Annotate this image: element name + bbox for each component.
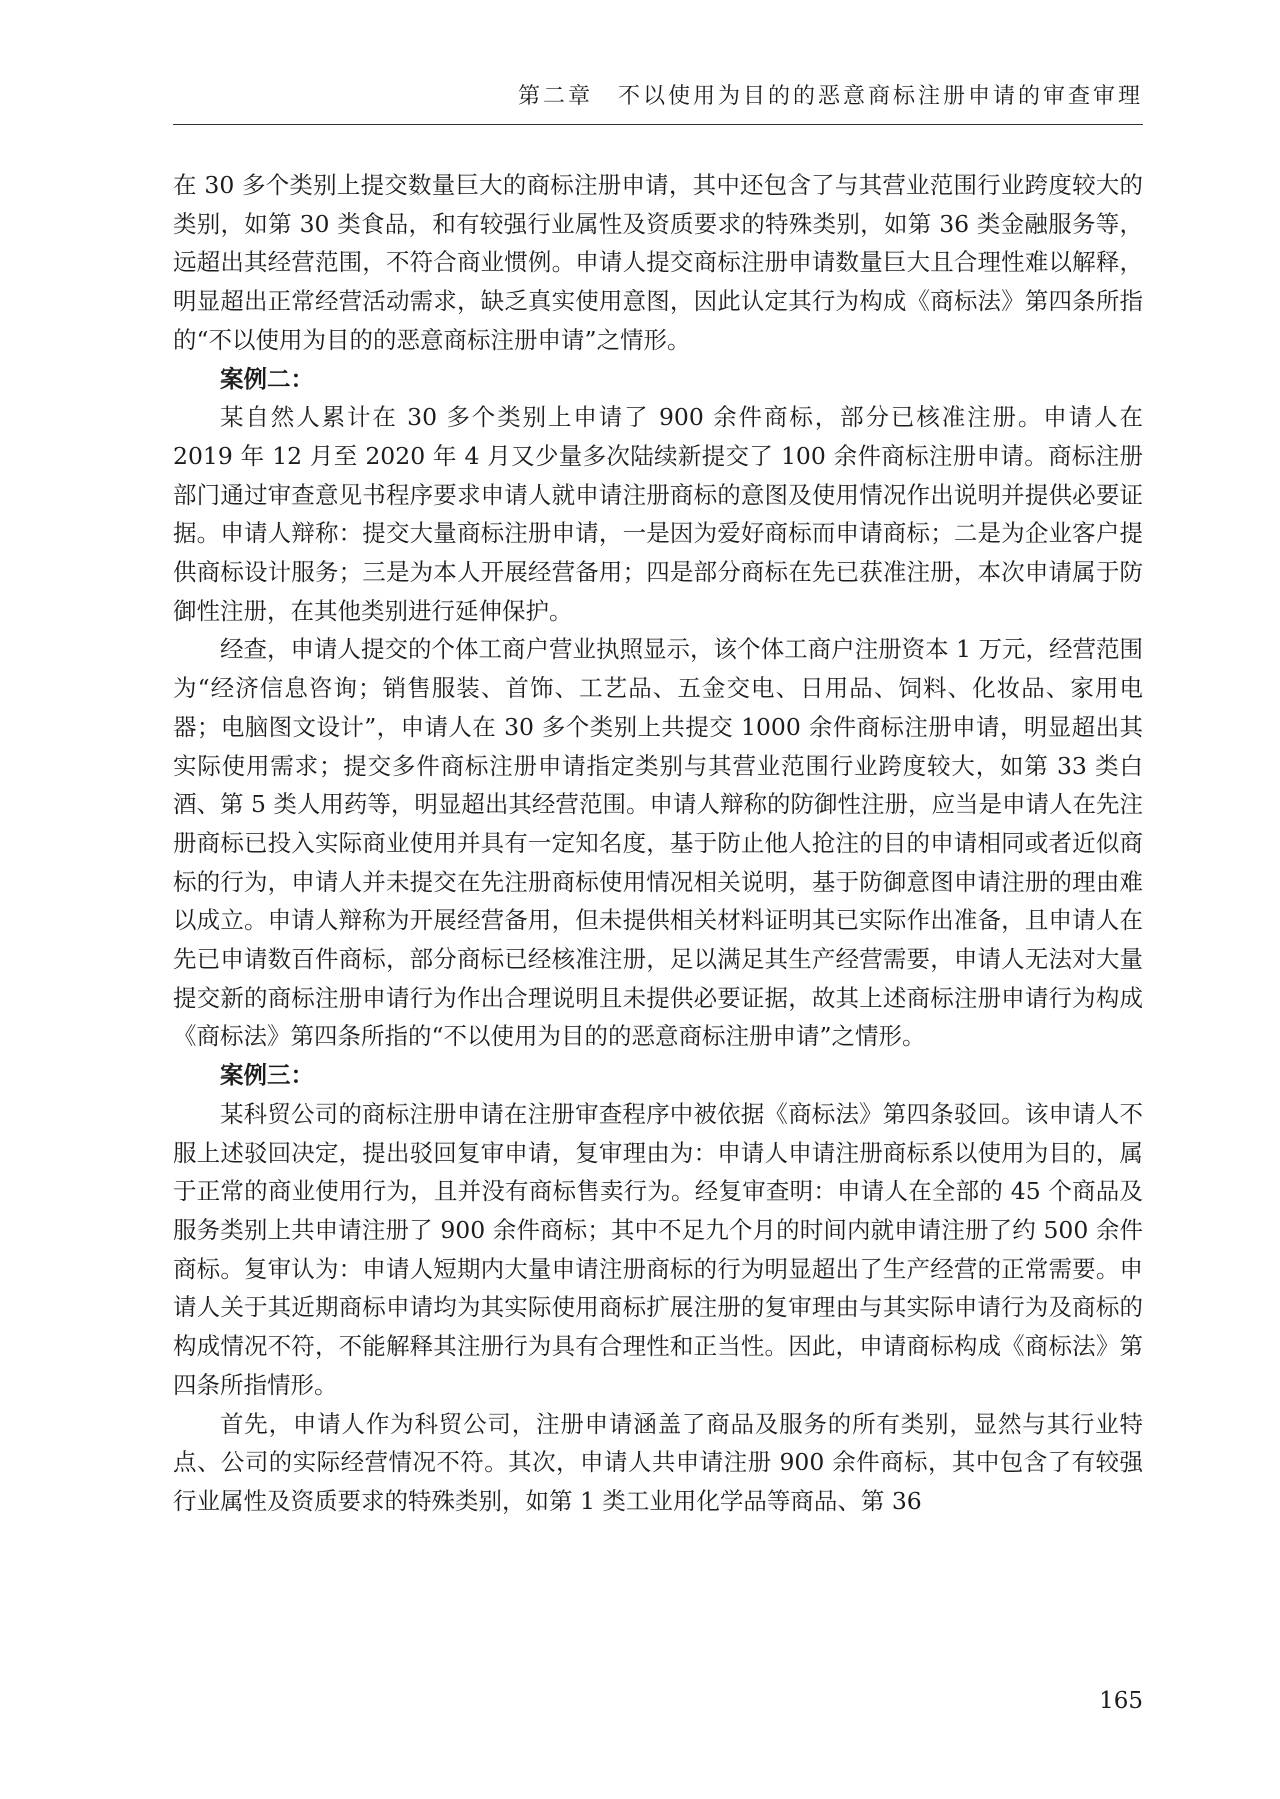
- page-body: [173, 166, 1143, 1521]
- running-header: 第二章 不以使用为目的的恶意商标注册申请的审查审理: [517, 84, 1143, 109]
- paragraph-case3-analysis: 首先，申请人作为科贸公司，注册申请涵盖了商品及服务的所有类别，显然与其行业特点、公司的实际经营情况不符。其次，申请人共申请注册 900 余件商标，其中包含了有较强行业属性及资质要求的特殊类别，如第 1 类工业用化学品等商品、第 36: [173, 1409, 1143, 1515]
- paragraph-case2-findings: 经查，申请人提交的个体工商户营业执照显示，该个体工商户注册资本 1 万元，经营范围为“经济信息咨询；销售服装、首饰、工艺品、五金交电、日用品、饲料、化妆品、家用电器；电脑图文设计”，申请人在 30 多个类别上共提交 1000 余件商标注册申请，明显超出其实际使用需求；提交多件商标注册申请指定类别与其营业范围行业跨度较大，如第 33 类白酒、第 5 类人用药等，明显超出其经营范围。申请人辩称的防御性注册，应当是申请人在先注册商标已投入实际商业使用并具有一定知名度，基于防止他人抢注的目的申请相同或者近似商标的行为，申请人并未提交在先注册商标使用情况相关说明，基于防御意图申请注册的理由难以成立。申请人辩称为开展经营备用，但未提供相关材料证明其已实际作出准备，且申请人在先已申请数百件商标，部分商标已经核准注册，足以满足其生产经营需要，申请人无法对大量提交新的商标注册申请行为作出合理说明且未提供必要证据，故其上述商标注册申请行为构成《商标法》第四条所指的“不以使用为目的的恶意商标注册申请”之情形。: [173, 635, 1143, 1051]
- header-divider: [173, 124, 1143, 125]
- paragraph-case2-facts: 某自然人累计在 30 多个类别上申请了 900 余件商标，部分已核准注册。申请人在 2019 年 12 月至 2020 年 4 月又少量多次陆续新提交了 100 余件商标注册申请。商标注册部门通过审查意见书程序要求申请人就申请注册商标的意图及使用情况作出说明并提供必要证据。申请人辩称：提交大量商标注册申请，一是因为爱好商标而申请商标；二是为企业客户提供商标设计服务；三是为本人开展经营备用；四是部分商标在先已获准注册，本次申请属于防御性注册，在其他类别进行延伸保护。: [173, 403, 1143, 625]
- case-2-heading: 案例二：: [220, 364, 314, 393]
- case-3-heading: 案例三：: [220, 1061, 314, 1090]
- paragraph-case1-continuation: 在 30 多个类别上提交数量巨大的商标注册申请，其中还包含了与其营业范围行业跨度较大的类别，如第 30 类食品，和有较强行业属性及资质要求的特殊类别，如第 36 类金融服务等，远超出其经营范围，不符合商业惯例。申请人提交商标注册申请数量巨大且合理性难以解释，明显超出正常经营活动需求，缺乏真实使用意图，因此认定其行为构成《商标法》第四条所指的“不以使用为目的的恶意商标注册申请”之情形。: [173, 171, 1143, 354]
- page-number: 165: [1099, 1688, 1143, 1714]
- paragraph-case3-facts: 某科贸公司的商标注册申请在注册审查程序中被依据《商标法》第四条驳回。该申请人不服上述驳回决定，提出驳回复审申请，复审理由为：申请人申请注册商标系以使用为目的，属于正常的商业使用行为，且并没有商标售卖行为。经复审查明：申请人在全部的 45 个商品及服务类别上共申请注册了 900 余件商标；其中不足九个月的时间内就申请注册了约 500 余件商标。复审认为：申请人短期内大量申请注册商标的行为明显超出了生产经营的正常需要。申请人关于其近期商标申请均为其实际使用商标扩展注册的复审理由与其实际申请行为及商标的构成情况不符，不能解释其注册行为具有合理性和正当性。因此，申请商标构成《商标法》第四条所指情形。: [173, 1099, 1143, 1399]
